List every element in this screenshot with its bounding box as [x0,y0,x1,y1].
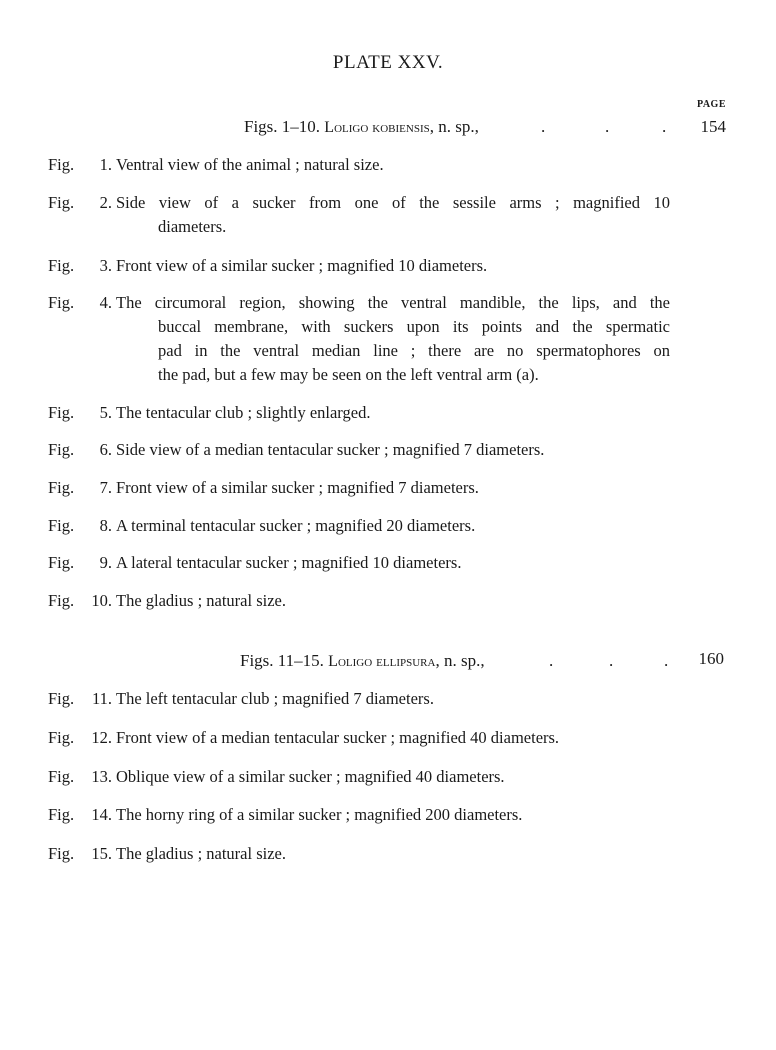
figure-caption: The horny ring of a similar sucker ; magnified 200 diameters. [116,805,523,824]
figure-entry [48,254,728,278]
section-heading-2 [240,651,485,671]
figure-number: 12. [91,728,112,747]
figure-number: 4. [99,293,112,312]
figure-entry [48,842,728,866]
figure-label: Fig. [48,478,75,497]
leader-dot: . [605,117,610,136]
figure-label: Fig. [48,403,75,422]
figure-entry [48,514,728,538]
figure-caption: The gladius ; natural size. [116,591,286,610]
figure-number: 9. [99,553,112,572]
figure-caption-continuation: pad in the ventral median line ; there are no spermatophores on [158,341,670,360]
figure-entry [48,803,728,827]
figure-number: 13. [91,767,112,786]
figure-number: 1. [99,155,112,174]
figure-label: Fig. [48,293,75,312]
section-heading-species: Loligo ellipsura [328,653,436,670]
section-page-number-2: 160 [698,649,724,668]
figure-number: 14. [91,805,112,824]
figure-label: Fig. [48,516,75,535]
figure-number: 8. [99,516,112,535]
figure-label: Fig. [48,155,75,174]
figure-label: Fig. [48,193,75,212]
figure-number: 11. [91,689,112,708]
page-column-label: PAGE [696,99,726,110]
plate-title: PLATE XXV. [332,52,444,73]
figure-caption: Front view of a similar sucker ; magnified 7 diameters. [116,478,479,497]
figure-caption: Front view of a median tentacular sucker ; magnified 40 diameters. [116,728,560,747]
figure-label: Fig. [48,728,75,747]
section-heading-suffix: , n. sp., [435,651,485,670]
figure-entry [48,191,728,239]
figure-entry [48,438,728,462]
figure-caption: Oblique view of a similar sucker ; magnified 40 diameters. [116,767,505,786]
figure-caption: The circumoral region, showing the ventral mandible, the lips, and the [116,293,670,312]
figure-caption: Ventral view of the animal ; natural size. [116,155,384,174]
section-heading-1 [244,117,479,137]
figure-caption: Side view of a sucker from one of the sessile arms ; magnified 10 [116,193,670,212]
figure-entry [48,401,728,425]
figure-caption: The gladius ; natural size. [116,844,286,863]
figure-caption-continuation: the pad, but a few may be seen on the left ventral arm (a). [158,365,539,384]
leader-dot: . [609,651,614,670]
figure-label: Fig. [48,256,75,275]
leader-dot: . [664,651,669,670]
figure-caption: Front view of a similar sucker ; magnified 10 diameters. [116,256,488,275]
figure-label: Fig. [48,553,75,572]
figure-entry [48,765,728,789]
figure-number: 5. [99,403,112,422]
figure-number: 15. [91,844,112,863]
figure-caption-continuation: diameters. [158,217,227,236]
figure-entry [48,589,728,613]
figure-caption: A terminal tentacular sucker ; magnified 20 diameters. [116,516,476,535]
figure-number: 2. [99,193,112,212]
figure-entry [48,291,728,387]
section-heading-prefix: Figs. 11–15. [240,651,324,670]
leader-dot: . [549,651,554,670]
figure-number: 6. [99,440,112,459]
figure-number: 7. [99,478,112,497]
figure-caption: A lateral tentacular sucker ; magnified 10 diameters. [116,553,462,572]
figure-label: Fig. [48,591,75,610]
section-page-number-1: 154 [700,117,726,136]
section-heading-prefix: Figs. 1–10. [244,117,321,136]
figure-number: 10. [91,591,112,610]
figure-entry [48,153,728,177]
figure-entry [48,687,728,711]
section-heading-species: Loligo kobiensis [324,119,430,136]
figure-label: Fig. [48,767,75,786]
figure-entry [48,551,728,575]
leader-dot: . [662,117,667,136]
figure-entry [48,476,728,500]
figure-label: Fig. [48,440,75,459]
figure-number: 3. [99,256,112,275]
figure-caption: The left tentacular club ; magnified 7 diameters. [116,689,434,708]
figure-caption-continuation: buccal membrane, with suckers upon its points and the spermatic [158,317,670,336]
figure-entry [48,726,728,750]
figure-label: Fig. [48,844,75,863]
section-heading-suffix: , n. sp., [429,117,479,136]
figure-caption: Side view of a median tentacular sucker ; magnified 7 diameters. [116,440,545,459]
figure-label: Fig. [48,805,75,824]
figure-label: Fig. [48,689,75,708]
figure-caption: The tentacular club ; slightly enlarged. [116,403,371,422]
leader-dot: . [541,117,546,136]
